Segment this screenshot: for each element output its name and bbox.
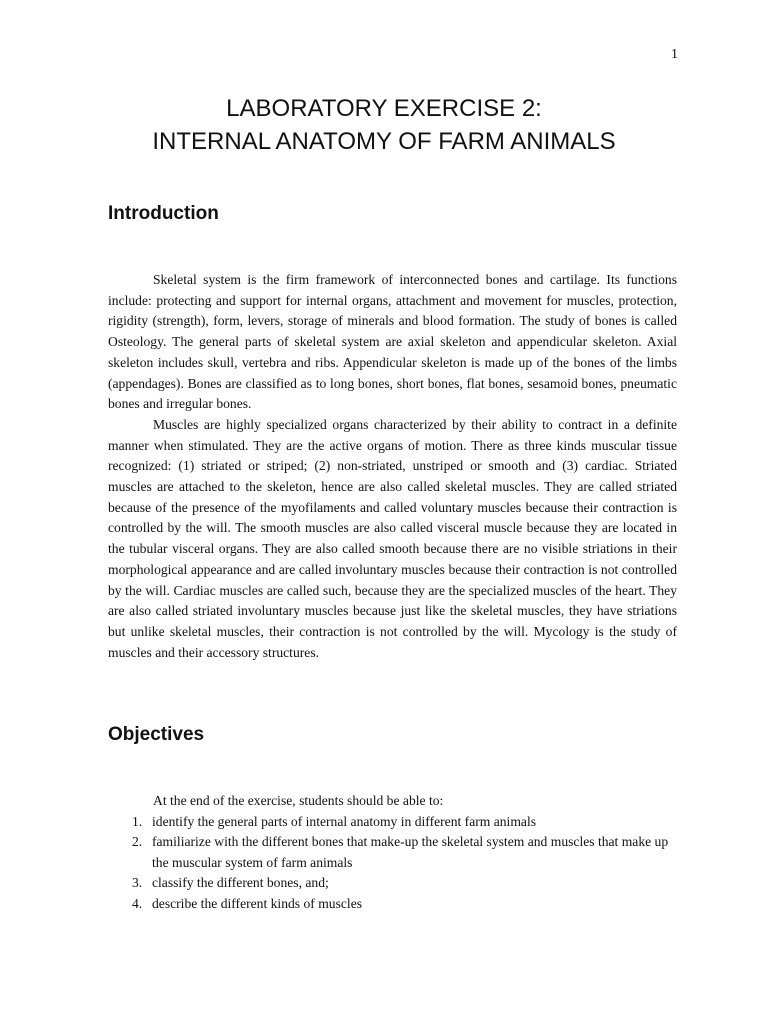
objectives-lead: At the end of the exercise, students should be able to: — [153, 793, 444, 808]
introduction-paragraph-muscles: Muscles are highly specialized organs characterized by their ability to contract in a definite manner when stimulated. They are the active organs of motion. There as three kinds muscular tissue recognized: (1) striated or striped; (2) non-striated, unstriped or smooth and (3) cardiac. Striated muscles are attached to the skeleton, hence are also called skeletal muscles. They are called striated because of the presence of the myofilaments and called voluntary muscles because their contraction is controlled by the will. The smooth muscles are also called visceral muscle because they are located in the tubular visceral organs. They are also called smooth because there are no visible striations in their morphological appearance and are called involuntary muscles because their contraction is not controlled by the will. Cardiac muscles are called such, because they are the specialized muscles of the heart. They are also called striated involuntary muscles because just like the skeletal muscles, they have striations but unlike skeletal muscles, their contraction is not controlled by the will. Mycology is the study of muscles and their accessory structures. — [108, 416, 677, 660]
objective-item — [108, 894, 677, 915]
objectives-list — [108, 812, 677, 915]
objective-text: familiarize with the different bones that make-up the skeletal system and muscles that make up the muscular system of farm animals — [152, 834, 669, 870]
introduction-paragraph-skeletal: Skeletal system is the firm framework of interconnected bones and cartilage. Its functions include: protecting and support for internal organs, attachment and movement for muscles, protection, rigidity (strength), form, levers, storage of minerals and blood formation. The study of bones is called Osteology. The general parts of skeletal system are axial skeleton and appendicular skeleton. Axial skeleton includes skull, vertebra and ribs. Appendicular skeleton is made up of the bones of the limbs (appendages). Bones are classified as to long bones, short bones, flat bones, sesamoid bones, pneumatic bones and irregular bones. — [108, 272, 677, 412]
objective-number: 3. — [132, 875, 143, 890]
objective-text: describe the different kinds of muscles — [152, 895, 363, 911]
introduction-heading: Introduction — [108, 203, 219, 224]
title-line-1: LABORATORY EXERCISE 2: — [226, 95, 542, 122]
objectives-heading: Objectives — [108, 724, 205, 745]
introduction-body — [108, 270, 677, 663]
objective-number: 2. — [132, 834, 143, 849]
objective-number: 1. — [132, 813, 143, 829]
objective-number: 4. — [132, 895, 143, 911]
page-number: 1 — [671, 47, 678, 62]
title-line-2: INTERNAL ANATOMY OF FARM ANIMALS — [152, 128, 616, 155]
document-title — [0, 92, 768, 158]
objectives-body — [108, 791, 677, 914]
objective-text: identify the general parts of internal anatomy in different farm animals — [152, 813, 537, 829]
objective-item — [108, 873, 677, 894]
objective-text: classify the different bones, and; — [152, 875, 329, 890]
objective-item — [108, 832, 677, 873]
objective-item — [108, 812, 677, 833]
